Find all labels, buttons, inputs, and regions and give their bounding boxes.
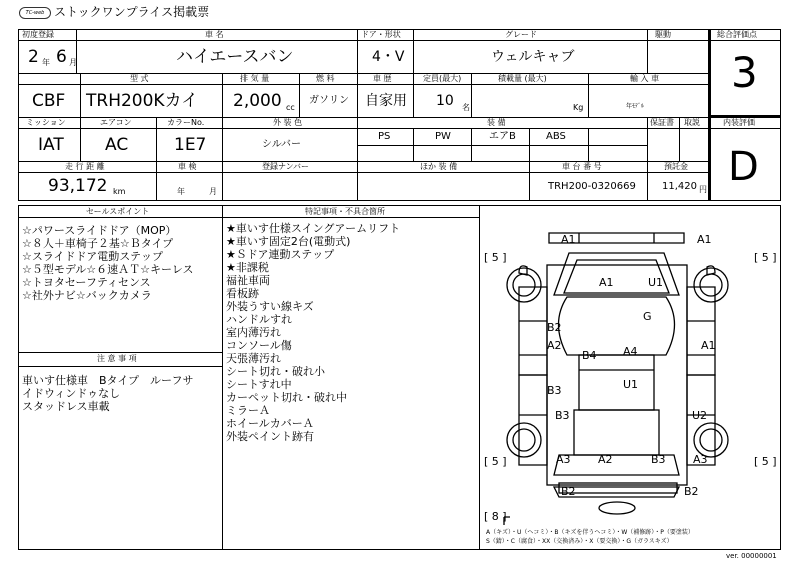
label-notes: 特記事項・不具合箇所 <box>305 207 385 216</box>
list-item: ☆８人＋車椅子２基☆Ｂタイプ <box>22 237 174 250</box>
label-inspection: 車 検 <box>178 162 197 171</box>
damage-code: B3 <box>547 384 562 397</box>
label-plate: 登録ナンバー <box>262 162 310 171</box>
equipment-pw: PW <box>435 131 451 142</box>
list-item: ★Ｓドア連動ステップ <box>226 248 335 261</box>
mileage-value: 93,172 <box>48 176 108 196</box>
first-reg-month-unit: 月 <box>69 58 77 67</box>
list-item: ミラーＡ <box>226 404 270 417</box>
damage-code: B2 <box>547 321 562 334</box>
label-mileage: 走 行 距 離 <box>65 162 105 171</box>
list-item: シート切れ・破れ小 <box>226 365 325 378</box>
label-fuel: 燃 料 <box>316 74 335 83</box>
inspection-month-unit: 月 <box>209 187 217 196</box>
label-import: 輸 入 車 <box>630 74 660 83</box>
displacement-unit: cc <box>286 103 295 112</box>
list-item: 福祉車両 <box>226 274 270 287</box>
grade-value: ウェルキャブ <box>491 49 575 65</box>
damage-legend-line-1: A（キズ）・U（ヘコミ）・B（キズを伴うヘコミ）・W（補修跡）・P（要塗装） <box>486 529 694 536</box>
label-load-capacity: 積載量 (最大) <box>498 74 547 83</box>
list-item: コンソール傷 <box>226 339 292 352</box>
tire-front-left: [ 5 ] <box>484 251 507 264</box>
list-item: 看板跡 <box>226 287 259 300</box>
label-warranty: 保証書 <box>650 118 674 127</box>
list-item: ★非課税 <box>226 261 269 274</box>
list-item: イドウィンドゥなし <box>22 387 121 400</box>
deposit-value: 11,420 <box>662 181 697 192</box>
label-color-no: カラーNo. <box>167 118 205 127</box>
car-name-value: ハイエースバン <box>176 47 294 67</box>
aircon-value: AC <box>105 135 129 155</box>
list-item: スタッドレス車載 <box>22 400 110 413</box>
damage-code: A1 <box>697 233 712 246</box>
damage-code: A4 <box>623 345 638 358</box>
list-item: 天張薄汚れ <box>226 352 281 365</box>
label-interior-score: 内装評価 <box>723 118 755 127</box>
list-item: ☆トヨタセーフティセンス <box>22 276 151 289</box>
label-door-type: ドア・形状 <box>361 30 401 39</box>
equipment-ps: PS <box>378 131 391 142</box>
inspection-year-unit: 年 <box>177 187 185 196</box>
damage-code: G <box>643 310 652 323</box>
label-manual: 取説 <box>684 118 700 127</box>
damage-code: A2 <box>598 453 613 466</box>
list-item: シートすれ中 <box>226 378 292 391</box>
damage-code: A3 <box>556 453 571 466</box>
displacement-value: 2,000 <box>233 91 282 111</box>
list-item: ホイールカバーＡ <box>226 417 314 430</box>
label-equipment: 装 備 <box>487 118 506 127</box>
list-item: ハンドルすれ <box>226 313 292 326</box>
page-title: ストックワンプライス掲載票 <box>54 5 210 19</box>
equipment-airbag: エアB <box>489 131 516 142</box>
damage-code: B4 <box>582 349 597 362</box>
list-item: ☆５型モデル☆６速ＡＴ☆キーレス <box>22 263 194 276</box>
list-item: 車いす仕様車 Bタイプ ルーフサ <box>22 374 194 387</box>
deposit-unit: 円 <box>699 185 707 194</box>
door-type-value: 4・V <box>372 49 405 65</box>
model-value: TRH200Kカイ <box>86 91 199 111</box>
damage-code: B3 <box>555 409 570 422</box>
damage-code: U1 <box>623 378 639 391</box>
label-displacement: 排 気 量 <box>240 74 270 83</box>
equipment-abs: ABS <box>546 131 566 142</box>
notes-list <box>226 222 400 443</box>
label-sales-points: セールスポイント <box>86 207 150 216</box>
label-mission: ミッション <box>26 118 66 127</box>
model-prefix-value: CBF <box>32 91 66 111</box>
first-reg-year-unit: 年 <box>42 58 50 67</box>
sales-points-list <box>22 224 193 302</box>
label-car-name: 車 名 <box>205 30 224 39</box>
damage-code: U2 <box>692 409 708 422</box>
label-car-history: 車 歴 <box>373 74 392 83</box>
mission-value: IAT <box>38 135 64 155</box>
first-reg-year: 2 <box>28 47 39 67</box>
list-item: 外装ペイント跡有 <box>226 430 314 443</box>
list-item: 室内薄汚れ <box>226 326 281 339</box>
label-grade: グレード <box>505 30 537 39</box>
list-item: カーペット切れ・破れ中 <box>226 391 347 404</box>
capacity-unit: 名 <box>462 103 470 112</box>
fuel-value: ガソリン <box>309 95 349 106</box>
interior-score-value: D <box>728 144 759 190</box>
label-first-reg: 初度登録 <box>22 30 54 39</box>
tire-front-right: [ 5 ] <box>754 251 777 264</box>
version-text: ver. 00000001 <box>726 552 777 560</box>
list-item: ☆パワースライドドア（MOP） <box>22 224 177 237</box>
damage-code: A1 <box>561 233 576 246</box>
tire-spare: [ 8 ] <box>484 510 507 523</box>
damage-code: A3 <box>693 453 708 466</box>
list-item: 外装うすい線キズ <box>226 300 314 313</box>
caution-list <box>22 374 193 413</box>
list-item: ☆社外ナビ☆バックカメラ <box>22 289 152 302</box>
label-caution: 注 意 事 項 <box>97 354 137 363</box>
damage-code: B2 <box>684 485 699 498</box>
exterior-color-value: シルバー <box>262 139 302 150</box>
label-aircon: エアコン <box>100 118 132 127</box>
mileage-unit: km <box>113 187 126 196</box>
car-history-value: 自家用 <box>365 93 407 109</box>
damage-code: A2 <box>547 339 562 352</box>
damage-code: A1 <box>701 339 716 352</box>
color-no-value: 1E7 <box>174 135 207 155</box>
damage-legend-line-2: S（錆）・C（腐食）・XX（交換済み）・X（要交換）・G（ガラスキズ） <box>486 538 673 545</box>
chassis-no-value: TRH200-0320669 <box>548 181 636 192</box>
tc-web-logo: TC-web <box>19 7 51 19</box>
damage-code: B3 <box>651 453 666 466</box>
list-item: ★車いす固定2台(電動式) <box>226 235 351 248</box>
label-other-equipment: ほか 装 備 <box>420 162 458 171</box>
label-overall-score: 総合評価点 <box>717 30 757 39</box>
damage-code: A1 <box>599 276 614 289</box>
label-deposit: 預託金 <box>664 162 688 171</box>
import-model-year: 年ﾓﾃﾞﾙ <box>626 103 645 110</box>
list-item: ★車いす仕様スイングアームリフト <box>226 222 401 235</box>
first-reg-month: 6 <box>56 47 67 67</box>
label-drive: 駆動 <box>655 30 671 39</box>
label-chassis-no: 車 台 番 号 <box>562 162 602 171</box>
capacity-value: 10 <box>436 93 454 109</box>
label-exterior-color: 外 装 色 <box>273 118 303 127</box>
damage-code: U1 <box>648 276 664 289</box>
list-item: ☆スライドドア電動ステップ <box>22 250 163 263</box>
tire-rear-right: [ 5 ] <box>754 455 777 468</box>
load-unit: Kg <box>573 103 584 112</box>
damage-code: B2 <box>561 485 576 498</box>
overall-score-value: 3 <box>731 48 758 97</box>
label-model: 型 式 <box>130 74 149 83</box>
label-capacity: 定員(最大) <box>423 74 462 83</box>
tire-rear-left: [ 5 ] <box>484 455 507 468</box>
